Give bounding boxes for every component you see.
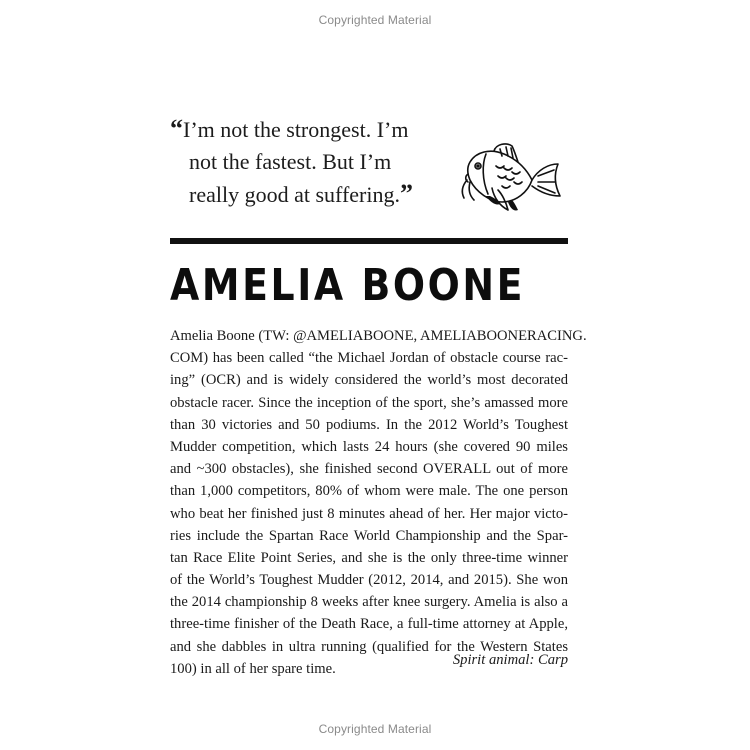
quote-line-3: really good at suffering.” [189,179,413,208]
page-title: AMELIA BOONE [170,260,526,311]
biography-text [170,325,587,680]
bio-line: and she dabbles in ultra running (qualified for the Western States [170,638,568,655]
bio-line: tan Race Elite Point Series, and she is the only three-time winner [170,549,568,566]
close-quote-mark: ” [399,179,413,208]
bio-line: obstacle racer. Since the inception of the sport, she’s amassed more [170,394,568,411]
quote-line-1: “I’m not the strongest. I’m [170,114,409,143]
bio-line: and ~300 obstacles), she finished second OVERALL out of more [170,461,568,478]
bio-line: than 1,000 competitors, 80% of whom were male. The one person [170,483,568,500]
bio-line: than 30 victories and 50 podiums. In the 2012 World’s Toughest [170,416,568,433]
bio-line: 100) in all of her spare time. [170,660,336,677]
bio-line: Amelia Boone (TW: @AMELIABOONE, AMELIABOONERACING. [170,328,587,344]
bio-line: who beat her finished just 8 minutes ahead of her. Her major victo- [170,505,568,522]
bio-line: ing” (OCR) and is widely considered the world’s most decorated [170,372,568,389]
bio-line: COM) has been called “the Michael Jordan of obstacle course rac- [170,350,568,367]
bio-line: three-time finisher of the Death Race, a full-time attorney at Apple, [170,616,568,633]
bio-line: the 2014 championship 8 weeks after knee surgery. Amelia is also a [170,594,568,611]
bio-line: ries include the Spartan Race World Championship and the Spar- [170,527,568,544]
open-quote-mark: “ [170,114,183,143]
bio-line: Mudder competition, which lasts 24 hours (she covered 90 miles [170,438,568,455]
copyright-watermark-bottom: Copyrighted Material [318,722,432,736]
section-divider [170,238,568,244]
pull-quote [170,113,450,211]
carp-fish-icon [456,140,566,230]
copyright-watermark-top: Copyrighted Material [318,13,432,27]
bio-line: of the World’s Toughest Mudder (2012, 2014, and 2015). She won [170,572,568,589]
spirit-animal-caption: Spirit animal: Carp [452,652,568,668]
quote-line-2: not the fastest. But I’m [189,149,392,174]
